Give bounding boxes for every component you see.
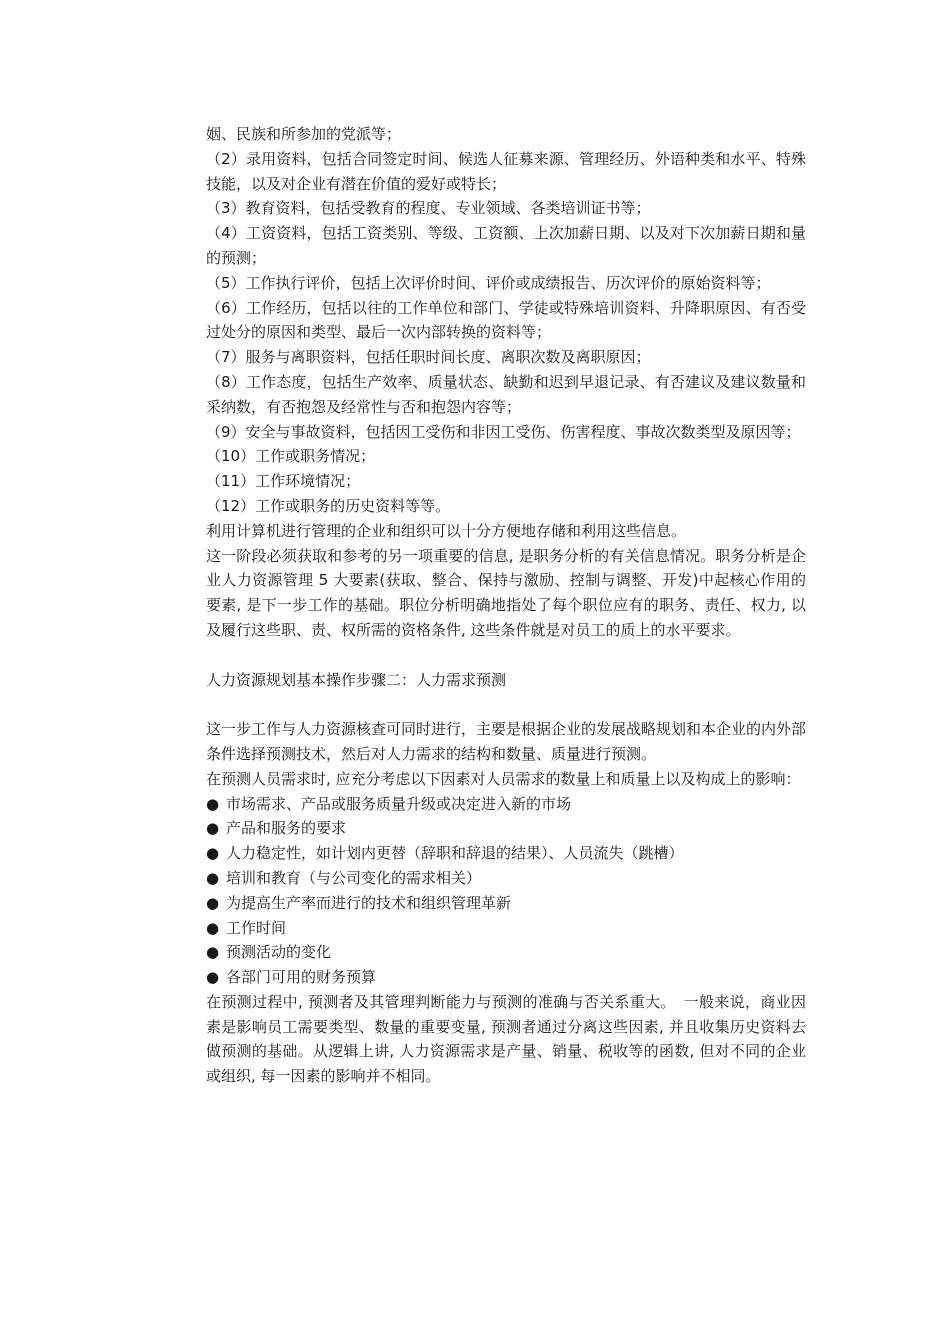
list-item <box>206 965 806 990</box>
record-item-11: （11）工作环境情况； <box>206 472 361 491</box>
record-item-8: （8）工作态度，包括生产效率、质量状态、缺勤和迟到早退记录、有否建议及建议数量和采纳数，有否抱怨及经常性与否和抱怨内容等； <box>206 372 806 416</box>
continuation-line: 姻、民族和所参加的党派等； <box>206 125 402 143</box>
list-item-text: 人力稳定性，如计划内更替（辞职和辞退的结果）、人员流失（跳槽） <box>226 844 684 863</box>
list-item-text: 产品和服务的要求 <box>226 819 347 838</box>
list-item <box>206 891 806 916</box>
list-item-text: 预测活动的变化 <box>226 943 332 962</box>
list-item-text: 培训和教育（与公司变化的需求相关） <box>226 868 482 887</box>
bullet-icon: ● <box>206 893 220 912</box>
list-item <box>206 792 806 817</box>
section-heading-step2: 人力资源规划基本操作步骤二：人力需求预测 <box>206 670 507 689</box>
record-item-10: （10）工作或职务情况； <box>206 447 376 466</box>
bullet-icon: ● <box>206 943 220 962</box>
record-item-4: （4）工资资料，包括工资类别、等级、工资额、上次加薪日期、以及对下次加薪日期和量的预测； <box>206 224 806 267</box>
list-item-text: 各部门可用的财务预算 <box>226 968 377 987</box>
list-item <box>206 916 806 941</box>
list-item-text: 工作时间 <box>226 918 287 937</box>
paragraph-computer: 利用计算机进行管理的企业和组织可以十分方便地存储和利用这些信息。 <box>206 521 687 540</box>
list-item-text: 市场需求、产品或服务质量升级或决定进入新的市场 <box>226 794 572 813</box>
bullet-icon: ● <box>206 918 220 937</box>
paragraph-factors-intro: 在预测人员需求时, 应充分考虑以下因素对人员需求的数量上和质量上以及构成上的影响： <box>206 769 801 788</box>
record-item-7: （7）服务与离职资料，包括任职时间长度、离职次数及离职原因； <box>206 348 651 367</box>
list-item <box>206 841 806 866</box>
bullet-icon: ● <box>206 868 220 887</box>
factor-list <box>206 792 806 990</box>
list-item <box>206 940 806 965</box>
record-item-9: （9）安全与事故资料，包括因工受伤和非因工受伤、伤害程度、事故次数类型及原因等； <box>206 422 801 441</box>
record-item-6: （6）工作经历，包括以往的工作单位和部门、学徒或特殊培训资料、升降职原因、有否受过处分的原因和类型、最后一次内部转换的资料等； <box>206 298 806 342</box>
record-item-12: （12）工作或职务的历史资料等等。 <box>206 496 451 515</box>
list-item-text: 为提高生产率而进行的技术和组织管理革新 <box>226 893 512 912</box>
spacer <box>206 643 806 668</box>
bullet-icon: ● <box>206 968 220 987</box>
paragraph-step2-intro: 这一步工作与人力资源核查可同时进行，主要是根据企业的发展战略规划和本企业的内外部条件选择预测技术，然后对人力需求的结构和数量、质量进行预测。 <box>206 720 807 763</box>
list-item <box>206 866 806 891</box>
spacer <box>206 692 806 717</box>
bullet-icon: ● <box>206 844 220 863</box>
bullet-icon: ● <box>206 819 220 838</box>
paragraph-job-analysis: 这一阶段必须获取和参考的另一项重要的信息, 是职务分析的有关信息情况。职务分析是企业人力资源管理 5 大要素(获取、整合、保持与激励、控制与调整、开发)中起核心作用的要素, 是下一步工作的基础。职位分析明确地指处了每个职位应有的职务、责任、权力, 以及履行这些职、责、权所需的资格条件, 这些条件就是对员工的质上的水平要求。 <box>206 546 806 639</box>
record-item-3: （3）教育资料，包括受教育的程度、专业领域、各类培训证书等； <box>206 199 651 218</box>
paragraph-conclusion: 在预测过程中, 预测者及其管理判断能力与预测的准确与否关系重大。 一般来说，商业因素是影响员工需要类型、数量的重要变量, 预测者通过分离这些因素, 并且收集历史资料去做预测的基础。从逻辑上讲, 人力资源需求是产量、销量、税收等的函数, 但对不同的企业或组织, 每一因素的影响并不相同。 <box>206 992 806 1086</box>
list-item <box>206 816 806 841</box>
bullet-icon: ● <box>206 794 220 813</box>
record-item-5: （5）工作执行评价，包括上次评价时间、评价或成绩报告、历次评价的原始资料等； <box>206 273 771 292</box>
document-body <box>206 122 806 1089</box>
record-item-2: （2）录用资料，包括合同签定时间、候选人征募来源、管理经历、外语种类和水平、特殊技能，以及对企业有潜在价值的爱好或特长； <box>206 149 806 193</box>
